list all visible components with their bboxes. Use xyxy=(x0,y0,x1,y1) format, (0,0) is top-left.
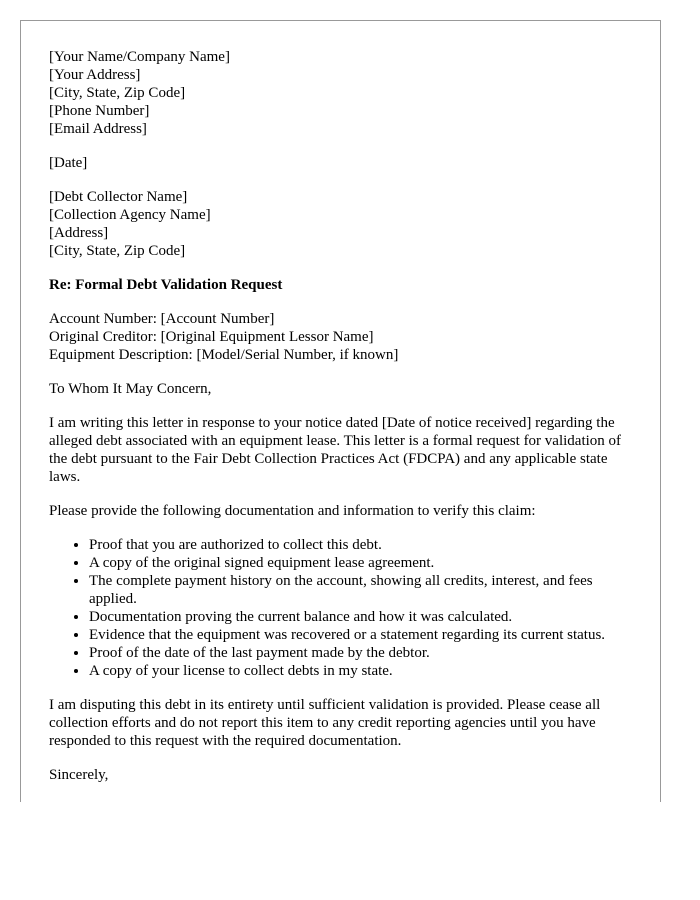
original-creditor: Original Creditor: [Original Equipment Lessor Name] xyxy=(49,329,374,345)
recipient-collector-name: [Debt Collector Name] xyxy=(49,189,188,205)
closing: Sincerely, xyxy=(49,767,109,783)
letter-page xyxy=(20,20,661,802)
sender-email: [Email Address] xyxy=(49,121,147,137)
recipient-address-block xyxy=(49,188,632,260)
documentation-list xyxy=(49,536,632,680)
dispute-paragraph: I am disputing this debt in its entirety until sufficient validation is provided. Please cease all collection efforts and do not report this item to any credit reporting agencies until you have responded to this request with the required documentation. xyxy=(49,697,601,749)
account-number: Account Number: [Account Number] xyxy=(49,311,275,327)
list-item: • A copy of the original signed equipment lease agreement. xyxy=(89,554,632,572)
list-item: • The complete payment history on the account, showing all credits, interest, and fees applied. xyxy=(89,572,632,608)
list-item: • A copy of your license to collect debts in my state. xyxy=(89,662,632,680)
date-line: [Date] xyxy=(49,155,88,171)
sender-address-block xyxy=(49,48,632,138)
list-item: • Proof that you are authorized to collect this debt. xyxy=(89,536,632,554)
account-info-block xyxy=(49,310,632,364)
list-item: • Proof of the date of the last payment made by the debtor. xyxy=(89,644,632,662)
intro-paragraph: I am writing this letter in response to your notice dated [Date of notice received] regarding the alleged debt associated with an equipment lease. This letter is a formal request for validation of the debt pursuant to the Fair Debt Collection Practices Act (FDCPA) and any applicable state laws. xyxy=(49,415,622,485)
recipient-agency-name: [Collection Agency Name] xyxy=(49,207,211,223)
sender-city-state-zip: [City, State, Zip Code] xyxy=(49,85,186,101)
recipient-city-state-zip: [City, State, Zip Code] xyxy=(49,243,186,259)
sender-address: [Your Address] xyxy=(49,67,141,83)
subject-line: Re: Formal Debt Validation Request xyxy=(49,277,283,293)
list-item: • Documentation proving the current balance and how it was calculated. xyxy=(89,608,632,626)
equipment-description: Equipment Description: [Model/Serial Number, if known] xyxy=(49,347,399,363)
sender-phone: [Phone Number] xyxy=(49,103,150,119)
list-item: • Evidence that the equipment was recovered or a statement regarding its current status. xyxy=(89,626,632,644)
salutation: To Whom It May Concern, xyxy=(49,381,212,397)
sender-name: [Your Name/Company Name] xyxy=(49,49,230,65)
recipient-address: [Address] xyxy=(49,225,109,241)
request-paragraph: Please provide the following documentation and information to verify this claim: xyxy=(49,503,536,519)
